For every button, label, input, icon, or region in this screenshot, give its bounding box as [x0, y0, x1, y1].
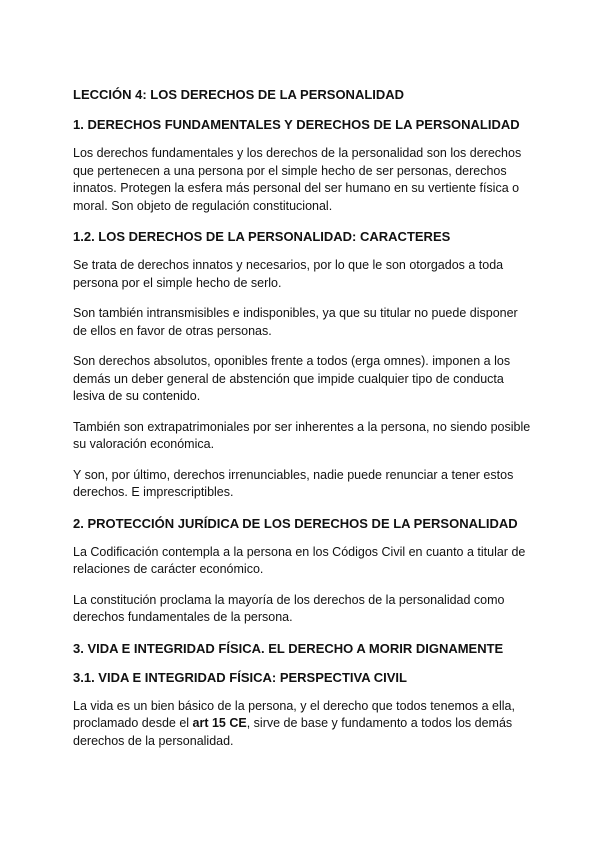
lesson-title: LECCIÓN 4: LOS DERECHOS DE LA PERSONALIDAD	[73, 87, 405, 102]
section-1-2-paragraph-4: También son extrapatrimoniales por ser inherentes a la persona, no siendo posible su valoración económica.	[73, 419, 531, 451]
section-3-1-paragraph-1	[73, 698, 533, 751]
section-heading-1-2: 1.2. LOS DERECHOS DE LA PERSONALIDAD: CARACTERES	[73, 229, 451, 244]
paragraph-text-before: La vida es un bien básico de la persona, y el derecho que todos tenemos a ella, proclamado desde el	[73, 698, 515, 730]
section-1-paragraph-1: Los derechos fundamentales y los derechos de la personalidad son los derechos que pertenecen a una persona por el simple hecho de ser personas, derechos innatos. Protegen la esfera más personal del ser humano en su vertiente física o moral. Son objeto de regulación constitucional.	[73, 146, 522, 213]
section-1-2-paragraph-3: Son derechos absolutos, oponibles frente a todos (erga omnes). imponen a los demás un deber general de abstención que impide cualquier tipo de conducta lesiva de su contenido.	[73, 354, 511, 403]
section-heading-3: 3. VIDA E INTEGRIDAD FÍSICA. EL DERECHO A MORIR DIGNAMENTE	[73, 640, 504, 656]
paragraph-text-after: , sirve de base y fundamento a todos los demás derechos de la personalidad.	[73, 716, 513, 748]
section-heading-2: 2. PROTECCIÓN JURÍDICA DE LOS DERECHOS DE LA PERSONALIDAD	[73, 515, 518, 531]
document-content	[73, 86, 533, 763]
section-2-paragraph-1: La Codificación contempla a la persona en los Códigos Civil en cuanto a titular de relaciones de carácter económico.	[73, 544, 526, 576]
article-reference: art 15 CE	[192, 716, 247, 730]
section-1-2-paragraph-2: Son también intransmisibles e indisponibles, ya que su titular no puede disponer de ellos en favor de otras personas.	[73, 306, 518, 338]
section-heading-1: 1. DERECHOS FUNDAMENTALES Y DERECHOS DE LA PERSONALIDAD	[73, 117, 520, 132]
section-1-2-paragraph-1: Se trata de derechos innatos y necesarios, por lo que le son otorgados a toda persona por el simple hecho de serlo.	[73, 258, 504, 290]
section-1-2-paragraph-5: Y son, por último, derechos irrenunciables, nadie puede renunciar a tener estos derechos. E imprescriptibles.	[73, 467, 514, 499]
section-heading-3-1: 3.1. VIDA E INTEGRIDAD FÍSICA: PERSPECTIVA CIVIL	[73, 669, 407, 685]
section-2-paragraph-2: La constitución proclama la mayoría de los derechos de la personalidad como derechos fundamentales de la persona.	[73, 592, 505, 624]
